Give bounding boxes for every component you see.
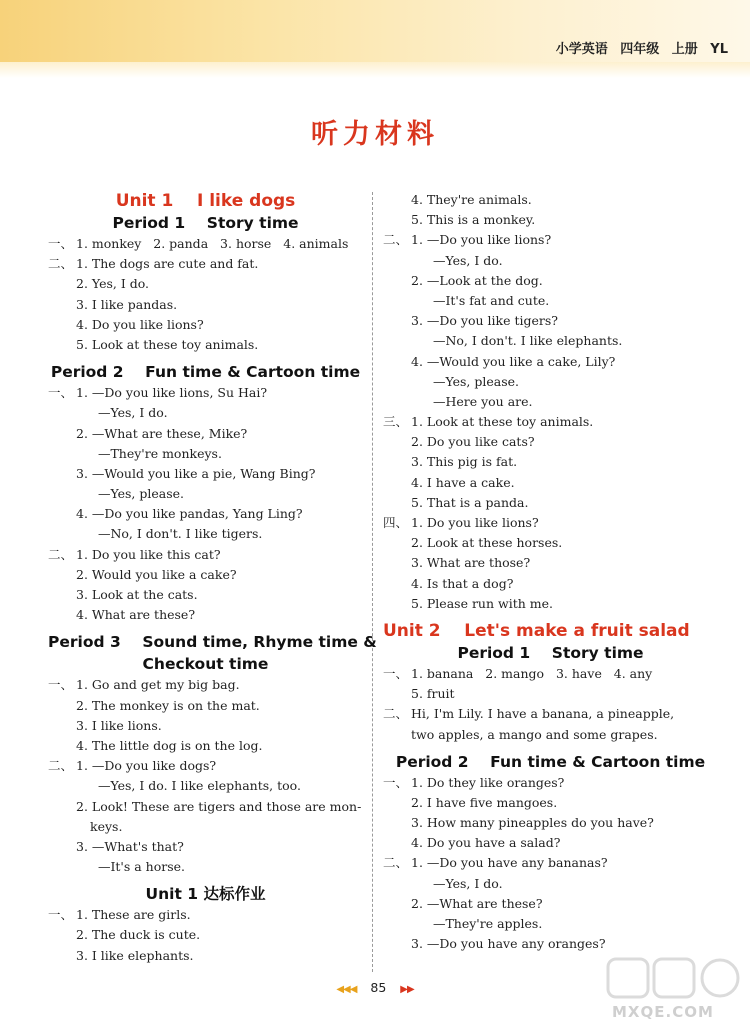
- line-text: 4. I have a cake.: [411, 474, 515, 490]
- line-text: 2. Do you like cats?: [411, 434, 535, 450]
- listening-line: [48, 925, 363, 945]
- line-text: 2. The duck is cute.: [76, 927, 201, 943]
- right-column: [383, 190, 718, 954]
- line-text: 3. I like lions.: [76, 717, 162, 733]
- listening-line: [383, 934, 718, 954]
- listening-line: [383, 594, 718, 614]
- line-text: —Yes, I do.: [425, 252, 503, 268]
- line-text: 2. Look at these horses.: [411, 535, 563, 551]
- listening-line: [48, 504, 363, 524]
- listening-line: [48, 797, 363, 817]
- line-text: —Yes, I do.: [90, 405, 168, 421]
- line-text: —Yes, I do.: [425, 875, 503, 891]
- line-text: 4. —Do you like pandas, Yang Ling?: [76, 506, 303, 522]
- section-number: 二、: [48, 758, 74, 774]
- listening-line: [383, 392, 718, 412]
- line-text: 2. Look! These are tigers and those are mon-: [76, 798, 362, 814]
- listening-line: [48, 817, 363, 837]
- listening-line: [48, 565, 363, 585]
- line-text: 4. —Would you like a cake, Lily?: [411, 353, 616, 369]
- line-text: 4. Is that a dog?: [411, 575, 514, 591]
- listening-line: [383, 773, 718, 793]
- listening-line: [48, 424, 363, 444]
- listening-line: [48, 403, 363, 423]
- listening-line: [383, 291, 718, 311]
- line-text: 2. Yes, I do.: [76, 276, 150, 292]
- left-column: [48, 190, 377, 966]
- listening-line: [48, 605, 363, 625]
- line-text: —Yes, please.: [425, 373, 520, 389]
- line-text: 3. This pig is fat.: [411, 454, 518, 470]
- listening-line: [48, 675, 363, 695]
- section-number: 一、: [383, 774, 409, 790]
- listening-line: [48, 383, 363, 403]
- listening-line: [48, 905, 363, 925]
- line-text: 2. I have five mangoes.: [411, 794, 558, 810]
- line-text: 1. Look at these toy animals.: [411, 414, 594, 430]
- line-text: 3. —Would you like a pie, Wang Bing?: [76, 465, 316, 481]
- line-text: —Yes, I do. I like elephants, too.: [90, 778, 301, 794]
- line-text: 3. —What's that?: [76, 838, 184, 854]
- listening-line: [383, 853, 718, 873]
- listening-line: [383, 452, 718, 472]
- line-text: 1. These are girls.: [76, 907, 191, 923]
- line-text: —They're apples.: [425, 916, 543, 931]
- listening-line: [48, 524, 363, 544]
- listening-line: [383, 352, 718, 372]
- section-number: 一、: [383, 665, 409, 681]
- line-text: 2. —Look at the dog.: [411, 272, 543, 288]
- listening-line: [383, 833, 718, 853]
- line-text: 5. Please run with me.: [411, 595, 553, 611]
- listening-line: [383, 230, 718, 250]
- section-number: 二、: [383, 706, 409, 722]
- line-text: 5. Look at these toy animals.: [76, 336, 259, 352]
- listening-line: [48, 464, 363, 484]
- line-text: —No, I don't. I like tigers.: [90, 526, 263, 542]
- listening-line: [48, 274, 363, 294]
- line-text: 3. What are those?: [411, 555, 531, 571]
- watermark: [602, 955, 742, 1023]
- watermark-text: MXQE.COM: [612, 1003, 714, 1021]
- column-divider: [372, 192, 373, 972]
- header-banner-fade: [0, 62, 750, 78]
- page-title: 听力材料: [311, 119, 439, 150]
- listening-line: [48, 837, 363, 857]
- line-text: —No, I don't. I like elephants.: [425, 333, 623, 349]
- section-number: 三、: [383, 414, 409, 430]
- section-number: 一、: [48, 236, 74, 251]
- period-title: Period 2 Fun time & Cartoon time: [395, 752, 706, 771]
- period-title: Checkout time: [142, 655, 269, 674]
- line-text: 5. This is a monkey.: [411, 212, 536, 228]
- section-number: 二、: [48, 256, 74, 272]
- listening-line: [383, 553, 718, 573]
- listening-line: [383, 251, 718, 271]
- line-text: 5. That is a panda.: [411, 494, 529, 510]
- listening-line: [383, 210, 718, 230]
- line-text: 3. I like pandas.: [76, 296, 178, 312]
- line-text: two apples, a mango and some grapes.: [411, 726, 658, 742]
- section-number: 一、: [48, 907, 74, 923]
- listening-line: [48, 696, 363, 716]
- line-text: 1. Do you like this cat?: [76, 546, 221, 562]
- book-label: 小学英语 四年级 上册 YL: [555, 42, 728, 57]
- prev-arrows-icon: ◀◀◀: [336, 984, 357, 995]
- line-text: 1. —Do you like lions, Su Hai?: [76, 385, 268, 401]
- listening-line: [383, 725, 718, 745]
- listening-line: [383, 874, 718, 894]
- listening-line: [48, 776, 363, 796]
- unit-title: Unit 1 达标作业: [145, 885, 266, 904]
- next-arrows-icon: ▶▶: [400, 984, 414, 995]
- line-text: Hi, I'm Lily. I have a banana, a pineapple,: [411, 706, 675, 722]
- line-text: —They're monkeys.: [90, 445, 222, 461]
- listening-line: [383, 513, 718, 533]
- listening-line: [383, 493, 718, 513]
- listening-line: [48, 545, 363, 565]
- listening-line: [48, 946, 363, 966]
- listening-line: [48, 857, 363, 877]
- line-text: 4. Do you like lions?: [76, 316, 204, 332]
- section-number: 二、: [383, 855, 409, 871]
- listening-line: [48, 484, 363, 504]
- line-text: 1. —Do you like lions?: [411, 232, 552, 248]
- line-text: 2. The monkey is on the mat.: [76, 697, 260, 713]
- line-text: —Yes, please.: [90, 486, 185, 502]
- period-title: Period 1 Story time: [112, 214, 299, 232]
- line-text: 3. —Do you like tigers?: [411, 313, 558, 329]
- listening-line: [383, 190, 718, 210]
- line-text: 1. Do you like lions?: [411, 515, 539, 530]
- listening-line: [383, 432, 718, 452]
- listening-line: [48, 756, 363, 776]
- section-number: 一、: [48, 677, 74, 693]
- line-text: 2. —What are these?: [411, 895, 543, 911]
- listening-line: [48, 585, 363, 605]
- listening-line: [48, 444, 363, 464]
- line-text: 3. I like elephants.: [76, 947, 194, 963]
- listening-line: [383, 574, 718, 594]
- line-text: 1. Go and get my big bag.: [76, 677, 240, 693]
- listening-line: [383, 331, 718, 351]
- listening-line: [48, 234, 363, 254]
- listening-line: [383, 793, 718, 813]
- listening-line: [48, 254, 363, 274]
- line-text: —It's a horse.: [90, 859, 185, 875]
- unit-title: Unit 2 Let's make a fruit salad: [383, 620, 690, 641]
- period-title: Period 3 Sound time, Rhyme time &: [48, 633, 377, 652]
- line-text: 2. Would you like a cake?: [76, 566, 237, 582]
- listening-line: [383, 412, 718, 432]
- listening-line: [383, 533, 718, 553]
- line-text: 1. Do they like oranges?: [411, 774, 565, 790]
- section-number: 一、: [48, 385, 74, 401]
- line-text: 3. —Do you have any oranges?: [411, 936, 606, 952]
- listening-line: [383, 372, 718, 392]
- line-text: 1. —Do you like dogs?: [76, 758, 217, 774]
- section-number: 二、: [48, 546, 74, 562]
- listening-line: [383, 311, 718, 331]
- listening-line: [48, 736, 363, 756]
- listening-line: [383, 813, 718, 833]
- unit-title: Unit 1 I like dogs: [115, 191, 296, 211]
- line-text: 4. What are these?: [76, 607, 196, 623]
- line-text: 2. —What are these, Mike?: [76, 425, 248, 441]
- section-number: 二、: [383, 232, 409, 248]
- listening-line: [383, 664, 718, 684]
- line-text: 5. fruit: [411, 686, 455, 702]
- line-text: 4. They're animals.: [411, 192, 532, 207]
- line-text: 4. The little dog is on the log.: [76, 737, 263, 753]
- period-title: Period 2 Fun time & Cartoon time: [50, 363, 361, 382]
- period-title: Period 1 Story time: [457, 643, 644, 662]
- line-text: —Here you are.: [425, 393, 533, 409]
- listening-line: [383, 271, 718, 291]
- listening-line: [383, 894, 718, 914]
- line-text: 1. The dogs are cute and fat.: [76, 256, 259, 272]
- listening-line: [383, 684, 718, 704]
- listening-line: [48, 335, 363, 355]
- section-number: 四、: [383, 515, 409, 530]
- line-text: 3. How many pineapples do you have?: [411, 815, 654, 831]
- listening-line: [48, 716, 363, 736]
- listening-line: [48, 315, 363, 335]
- line-text: —It's fat and cute.: [425, 292, 550, 308]
- listening-line: [48, 295, 363, 315]
- listening-line: [383, 914, 718, 934]
- line-text: 1. banana 2. mango 3. have 4. any: [411, 665, 653, 681]
- line-text: keys.: [90, 818, 123, 834]
- listening-line: [383, 473, 718, 493]
- line-text: 1. monkey 2. panda 3. horse 4. animals: [76, 236, 349, 251]
- line-text: 4. Do you have a salad?: [411, 835, 561, 851]
- line-text: 3. Look at the cats.: [76, 587, 198, 602]
- page-number: 85: [370, 980, 387, 995]
- listening-line: [383, 704, 718, 724]
- line-text: 1. —Do you have any bananas?: [411, 855, 608, 871]
